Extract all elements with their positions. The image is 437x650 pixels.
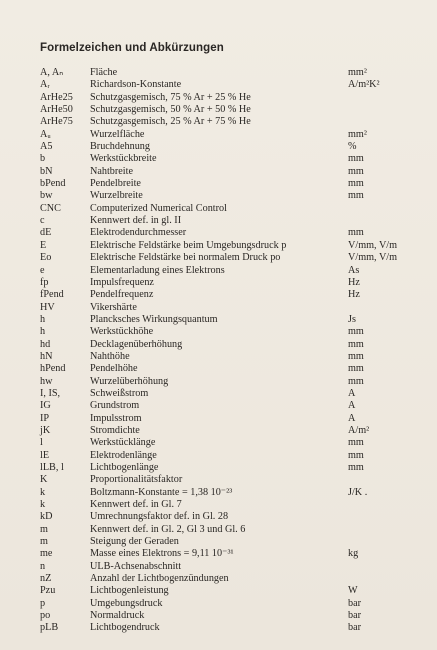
symbol-text: hw [40, 375, 53, 387]
symbol-text: c [40, 215, 45, 227]
unit-text: mm² [348, 128, 367, 140]
symbol-text: A5 [40, 141, 53, 153]
unit-text: mm [348, 153, 364, 165]
description-text: Lichtbogenlänge [90, 462, 159, 473]
description-text: Lichtbogendruck [90, 622, 160, 634]
symbol-text: m [40, 523, 48, 535]
unit-text: J/K . [348, 486, 368, 498]
symbol-row [40, 252, 420, 264]
symbol-text: k [40, 499, 46, 511]
symbol-row [40, 376, 420, 388]
description-text: Elektrodenlänge [90, 449, 157, 461]
symbol-row [40, 561, 420, 573]
symbol-row [40, 116, 420, 128]
description-text: Pendelbreite [90, 178, 141, 190]
symbol-row [40, 67, 420, 79]
symbol-text: hPend [40, 363, 66, 375]
symbol-row [40, 190, 420, 202]
symbol-text: bN [40, 165, 53, 177]
description-text: Umgebungsdruck [90, 597, 163, 609]
unit-text: mm [348, 165, 364, 177]
symbol-row [40, 437, 420, 449]
symbol-text: nZ [40, 573, 52, 585]
description-text: Nahtbreite [90, 165, 133, 177]
symbol-row [40, 92, 420, 104]
symbol-row [40, 548, 420, 560]
unit-text: mm [348, 326, 364, 338]
symbol-text: hN [40, 350, 53, 362]
symbol-text: A, Aₙ [40, 67, 64, 78]
symbol-row [40, 499, 420, 511]
description-text: Anzahl der Lichtbogenzündungen [90, 573, 229, 585]
symbol-text: kD [40, 511, 53, 523]
description-text: Wurzelüberhöhung [90, 375, 169, 387]
description-text: Pendelhöhe [90, 363, 138, 375]
symbol-row [40, 536, 420, 548]
description-text: Wurzelfläche [90, 128, 145, 140]
symbol-row [40, 511, 420, 523]
description-text: Elektrische Feldstärke beim Umgebungsdruck p [90, 239, 287, 251]
unit-text: A [348, 412, 356, 424]
description-text: Elektrodendurchmesser [90, 227, 187, 239]
unit-text: mm [348, 363, 364, 375]
symbol-text: b [40, 153, 46, 165]
symbol-text: fp [40, 276, 49, 288]
symbol-text: HV [40, 301, 55, 313]
symbol-row [40, 314, 420, 326]
symbol-row [40, 141, 420, 153]
description-text: Werkstückbreite [90, 153, 157, 165]
symbol-row [40, 622, 420, 634]
symbol-text: K [40, 474, 48, 486]
symbol-row [40, 598, 420, 610]
symbol-row [40, 302, 420, 314]
symbol-text: ArHe75 [40, 116, 73, 128]
symbol-row [40, 240, 420, 252]
symbol-text: n [40, 560, 46, 572]
symbol-list [40, 67, 420, 635]
symbol-row [40, 215, 420, 227]
symbol-text: bw [40, 190, 53, 202]
symbol-text: Aᵤ [40, 128, 51, 140]
symbol-text: l [40, 437, 43, 449]
page-heading: Formelzeichen und Abkürzungen [40, 42, 224, 54]
symbol-text: pLB [40, 622, 59, 634]
symbol-text: CNC [40, 202, 61, 214]
unit-text: A [348, 400, 356, 412]
symbol-row [40, 265, 420, 277]
symbol-text: Eo [40, 252, 52, 264]
symbol-row [40, 474, 420, 486]
unit-text: mm [348, 449, 364, 461]
symbol-row [40, 573, 420, 585]
description-text: Schweißstrom [90, 387, 149, 399]
description-text: Decklagenüberhöhung [90, 338, 183, 350]
symbol-text: k [40, 486, 46, 498]
unit-text: mm [348, 178, 364, 190]
unit-text: As [348, 264, 360, 276]
unit-text: bar [348, 597, 362, 609]
unit-text: V/mm, V/m [348, 239, 398, 251]
unit-text: Js [348, 313, 356, 325]
description-text: Fläche [90, 67, 118, 78]
symbol-text: h [40, 326, 46, 338]
unit-text: kg [348, 548, 359, 560]
symbol-row [40, 289, 420, 301]
symbol-row [40, 388, 420, 400]
description-text: Kennwert def. in gl. II [90, 215, 182, 227]
symbol-text: ArHe25 [40, 91, 73, 103]
unit-text: bar [348, 622, 362, 634]
symbol-text: lLB, l [40, 462, 64, 473]
symbol-row [40, 450, 420, 462]
symbol-row [40, 129, 420, 141]
symbol-text: Aᵣ [40, 79, 50, 91]
symbol-row [40, 326, 420, 338]
description-text: Schutzgasgemisch, 75 % Ar + 25 % He [90, 91, 251, 103]
description-text: ULB-Achsenabschnitt [90, 560, 182, 572]
symbol-row [40, 487, 420, 499]
symbol-text: e [40, 264, 45, 276]
description-text: Computerized Numerical Control [90, 202, 227, 214]
symbol-row [40, 178, 420, 190]
description-text: Impulsstrom [90, 412, 142, 424]
description-text: Impulsfrequenz [90, 276, 154, 288]
symbol-text: lE [40, 449, 50, 461]
symbol-row [40, 104, 420, 116]
symbol-row [40, 227, 420, 239]
unit-text: Hz [348, 289, 360, 301]
symbol-row [40, 610, 420, 622]
description-text: Elementarladung eines Elektrons [90, 264, 225, 276]
description-text: Steigung der Geraden [90, 536, 179, 548]
symbol-text: fPend [40, 289, 64, 301]
description-text: Lichtbogenleistung [90, 585, 169, 597]
description-text: Schutzgasgemisch, 50 % Ar + 50 % He [90, 104, 251, 116]
symbol-text: po [40, 610, 51, 622]
symbol-text: IG [40, 400, 51, 412]
symbol-text: hd [40, 338, 51, 350]
symbol-row [40, 277, 420, 289]
symbol-row [40, 203, 420, 215]
unit-text: % [348, 141, 357, 153]
symbol-row [40, 79, 420, 91]
unit-text: bar [348, 610, 362, 622]
unit-text: A [348, 387, 356, 399]
symbol-text: bPend [40, 178, 66, 190]
symbol-row [40, 585, 420, 597]
unit-text: A/m² [348, 424, 370, 436]
unit-text: A/m²K² [348, 79, 380, 91]
symbol-text: ArHe50 [40, 104, 73, 116]
symbol-row [40, 339, 420, 351]
description-text: Vikershärte [90, 301, 137, 313]
description-text: Grundstrom [90, 400, 140, 412]
unit-text: mm [348, 190, 364, 202]
description-text: Masse eines Elektrons = 9,11 10⁻³¹ [90, 548, 234, 560]
unit-text: mm [348, 462, 364, 473]
description-text: Nahthöhe [90, 350, 130, 362]
unit-text: mm² [348, 67, 367, 78]
symbol-row [40, 462, 420, 474]
symbol-row [40, 425, 420, 437]
description-text: Normaldruck [90, 610, 145, 622]
symbol-text: h [40, 313, 46, 325]
symbol-row [40, 524, 420, 536]
unit-text: mm [348, 350, 364, 362]
unit-text: mm [348, 338, 364, 350]
unit-text: V/mm, V/m [348, 252, 398, 264]
symbol-text: E [40, 239, 47, 251]
description-text: Richardson-Konstante [90, 79, 182, 91]
description-text: Proportionalitätsfaktor [90, 474, 183, 486]
symbol-row [40, 363, 420, 375]
description-text: Pendelfrequenz [90, 289, 154, 301]
symbol-text: me [40, 548, 53, 560]
description-text: Plancksches Wirkungsquantum [90, 313, 218, 325]
symbol-text: p [40, 597, 46, 609]
symbol-text: IP [40, 412, 50, 424]
description-text: Bruchdehnung [90, 141, 150, 153]
description-text: Umrechnungsfaktor def. in Gl. 28 [90, 511, 229, 523]
symbol-row [40, 153, 420, 165]
description-text: Schutzgasgemisch, 25 % Ar + 75 % He [90, 116, 251, 128]
description-text: Boltzmann-Konstante = 1,38 10⁻²³ [90, 486, 233, 498]
description-text: Elektrische Feldstärke bei normalem Druck po [90, 252, 281, 264]
symbol-row [40, 400, 420, 412]
symbol-text: jK [40, 424, 51, 436]
symbol-text: m [40, 536, 48, 548]
symbol-row [40, 351, 420, 363]
description-text: Kennwert def. in Gl. 2, Gl 3 und Gl. 6 [90, 523, 246, 535]
symbol-row [40, 166, 420, 178]
description-text: Wurzelbreite [90, 190, 143, 202]
unit-text: mm [348, 375, 364, 387]
description-text: Werkstückhöhe [90, 326, 154, 338]
symbol-text: I, IS, [40, 387, 61, 399]
description-text: Werkstücklänge [90, 437, 156, 449]
unit-text: W [348, 585, 358, 597]
symbol-text: Pzu [40, 585, 56, 597]
unit-text: Hz [348, 276, 360, 288]
symbol-row [40, 413, 420, 425]
symbol-text: dE [40, 227, 52, 239]
description-text: Kennwert def. in Gl. 7 [90, 499, 182, 511]
description-text: Stromdichte [90, 424, 140, 436]
unit-text: mm [348, 227, 364, 239]
unit-text: mm [348, 437, 364, 449]
